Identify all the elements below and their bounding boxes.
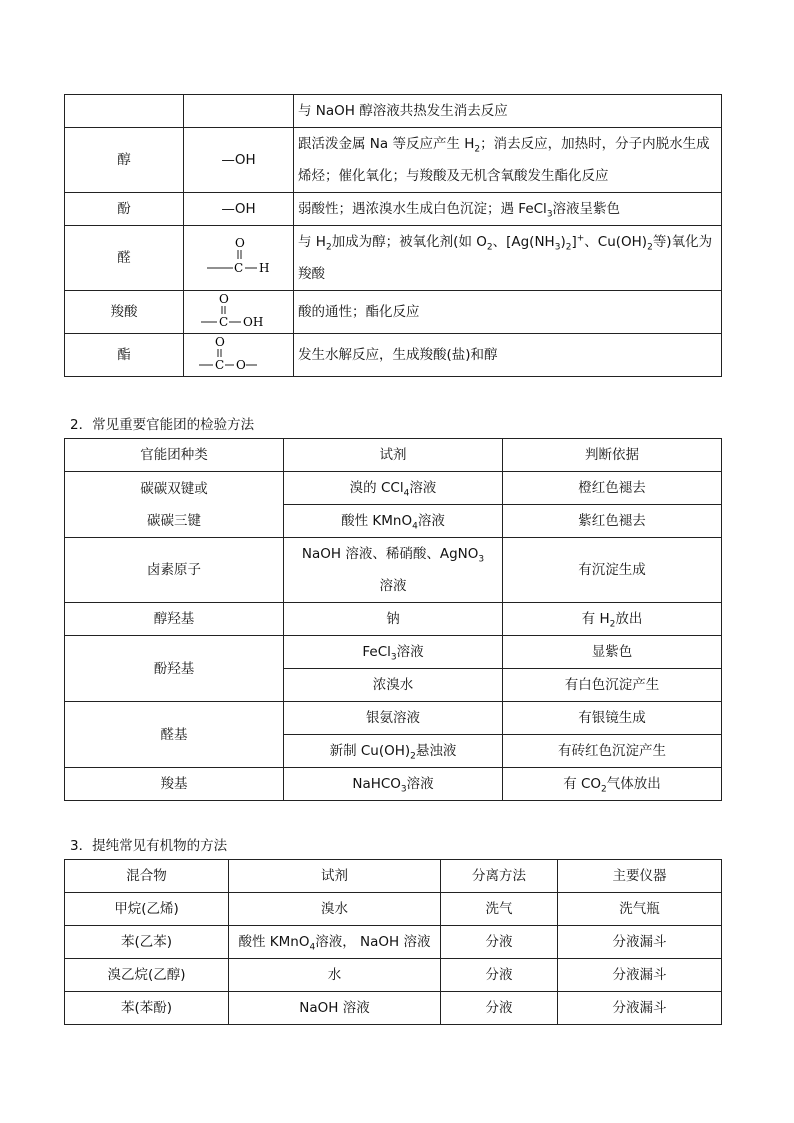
carboxylic-acid-structure-formula xyxy=(199,292,279,332)
svg-text:H: H xyxy=(258,261,269,275)
table-cell: 溴乙烷(乙醇) xyxy=(65,959,229,992)
table-cell: 溴的 CCl$_4$溶液 xyxy=(284,472,503,505)
ester-structure-formula xyxy=(199,335,279,375)
table-cell: 跟活泼金属 Na 等反应产生 $H_2$；消去反应，加热时，分子内脱水生成烯烃；催化氧化；与羧酸及无机含氧酸发生酯化反应 xyxy=(294,128,722,193)
svg-text:C: C xyxy=(218,315,228,329)
table-cell: 酯 xyxy=(65,334,184,377)
table-cell: 水 xyxy=(229,959,441,992)
functional-group-properties-table xyxy=(64,94,722,377)
table-cell: 醇 xyxy=(65,128,184,193)
svg-text:O: O xyxy=(235,358,246,372)
table-cell: FeCl$_3$溶液 xyxy=(284,636,503,669)
table-header: 官能团种类 xyxy=(65,439,284,472)
table-cell: 分液漏斗 xyxy=(558,926,722,959)
purification-methods-table xyxy=(64,859,722,1025)
table-header: 混合物 xyxy=(65,860,229,893)
section-title: 2．常见重要官能团的检验方法 xyxy=(70,417,255,433)
table-cell: 酚 xyxy=(65,193,184,226)
table-cell: 卤素原子 xyxy=(65,538,284,603)
table-cell xyxy=(184,95,294,128)
table-cell: 酸性 KMnO$_4$溶液， NaOH 溶液 xyxy=(229,926,441,959)
table-cell: —OH xyxy=(184,193,294,226)
table-cell: 发生水解反应，生成羧酸(盐)和醇 xyxy=(294,334,722,377)
table-cell: —OH xyxy=(184,128,294,193)
table-cell: 酚羟基 xyxy=(65,636,284,702)
table-header: 主要仪器 xyxy=(558,860,722,893)
table-cell: 碳碳双键或 碳碳三键 xyxy=(65,472,284,538)
table-cell: 浓溴水 xyxy=(284,669,503,702)
table-cell: 醛基 xyxy=(65,702,284,768)
table-cell: 洗气 xyxy=(441,893,558,926)
table-cell: 分液 xyxy=(441,926,558,959)
svg-text:C: C xyxy=(214,358,224,372)
svg-text:OH: OH xyxy=(242,315,263,329)
svg-text:C: C xyxy=(233,261,243,275)
table-cell: 羧酸 xyxy=(65,291,184,334)
table-cell: 紫红色褪去 xyxy=(503,505,722,538)
table-cell: 新制 $Cu(OH)_2$悬浊液 xyxy=(284,735,503,768)
table-cell: 有沉淀生成 xyxy=(503,538,722,603)
table-header: 分离方法 xyxy=(441,860,558,893)
aldehyde-structure-formula xyxy=(199,233,279,283)
table-cell: 有 $CO_2$气体放出 xyxy=(503,768,722,801)
table-cell: 弱酸性；遇浓溴水生成白色沉淀；遇 FeCl$_3$溶液呈紫色 xyxy=(294,193,722,226)
svg-text:O: O xyxy=(218,292,229,306)
svg-text:O: O xyxy=(234,236,245,250)
table-cell: 有白色沉淀产生 xyxy=(503,669,722,702)
table-cell: 醛 xyxy=(65,226,184,291)
table-cell: NaOH 溶液、稀硝酸、AgNO$_3$ 溶液 xyxy=(284,538,503,603)
table-cell: 苯(苯酚) xyxy=(65,992,229,1025)
table-header: 判断依据 xyxy=(503,439,722,472)
table-cell: 分液 xyxy=(441,992,558,1025)
table-cell xyxy=(65,95,184,128)
table-header: 试剂 xyxy=(229,860,441,893)
table-cell: 酸性 KMnO$_4$溶液 xyxy=(284,505,503,538)
table-cell: 酸的通性；酯化反应 xyxy=(294,291,722,334)
table-cell: 分液 xyxy=(441,959,558,992)
table-cell: 与 $H_2$加成为醇；被氧化剂(如 $O_2$、$[Ag(NH_3)_2]^+$、$Cu(OH)_2$等)氧化为羧酸 xyxy=(294,226,722,291)
table-cell: 苯(乙苯) xyxy=(65,926,229,959)
table-cell: 醇羟基 xyxy=(65,603,284,636)
table-cell: 橙红色褪去 xyxy=(503,472,722,505)
table-cell: 显紫色 xyxy=(503,636,722,669)
table-cell: 有 $H_2$放出 xyxy=(503,603,722,636)
table-cell: 甲烷(乙烯) xyxy=(65,893,229,926)
carboxylic-acid-structure xyxy=(184,291,294,334)
table-cell: 分液漏斗 xyxy=(558,959,722,992)
table-cell: 有砖红色沉淀产生 xyxy=(503,735,722,768)
table-cell: 溴水 xyxy=(229,893,441,926)
table-cell: 与 NaOH 醇溶液共热发生消去反应 xyxy=(294,95,722,128)
ester-structure xyxy=(184,334,294,377)
table-cell: NaHCO$_3$溶液 xyxy=(284,768,503,801)
table-cell: 洗气瓶 xyxy=(558,893,722,926)
aldehyde-structure xyxy=(184,226,294,291)
table-cell: 分液漏斗 xyxy=(558,992,722,1025)
table-cell: 银氨溶液 xyxy=(284,702,503,735)
table-header: 试剂 xyxy=(284,439,503,472)
svg-text:O: O xyxy=(214,335,225,349)
table-cell: 羧基 xyxy=(65,768,284,801)
table-cell: 钠 xyxy=(284,603,503,636)
table-cell: NaOH 溶液 xyxy=(229,992,441,1025)
section-title: 3．提纯常见有机物的方法 xyxy=(70,838,228,854)
table-cell: 有银镜生成 xyxy=(503,702,722,735)
functional-group-test-table xyxy=(64,438,722,801)
